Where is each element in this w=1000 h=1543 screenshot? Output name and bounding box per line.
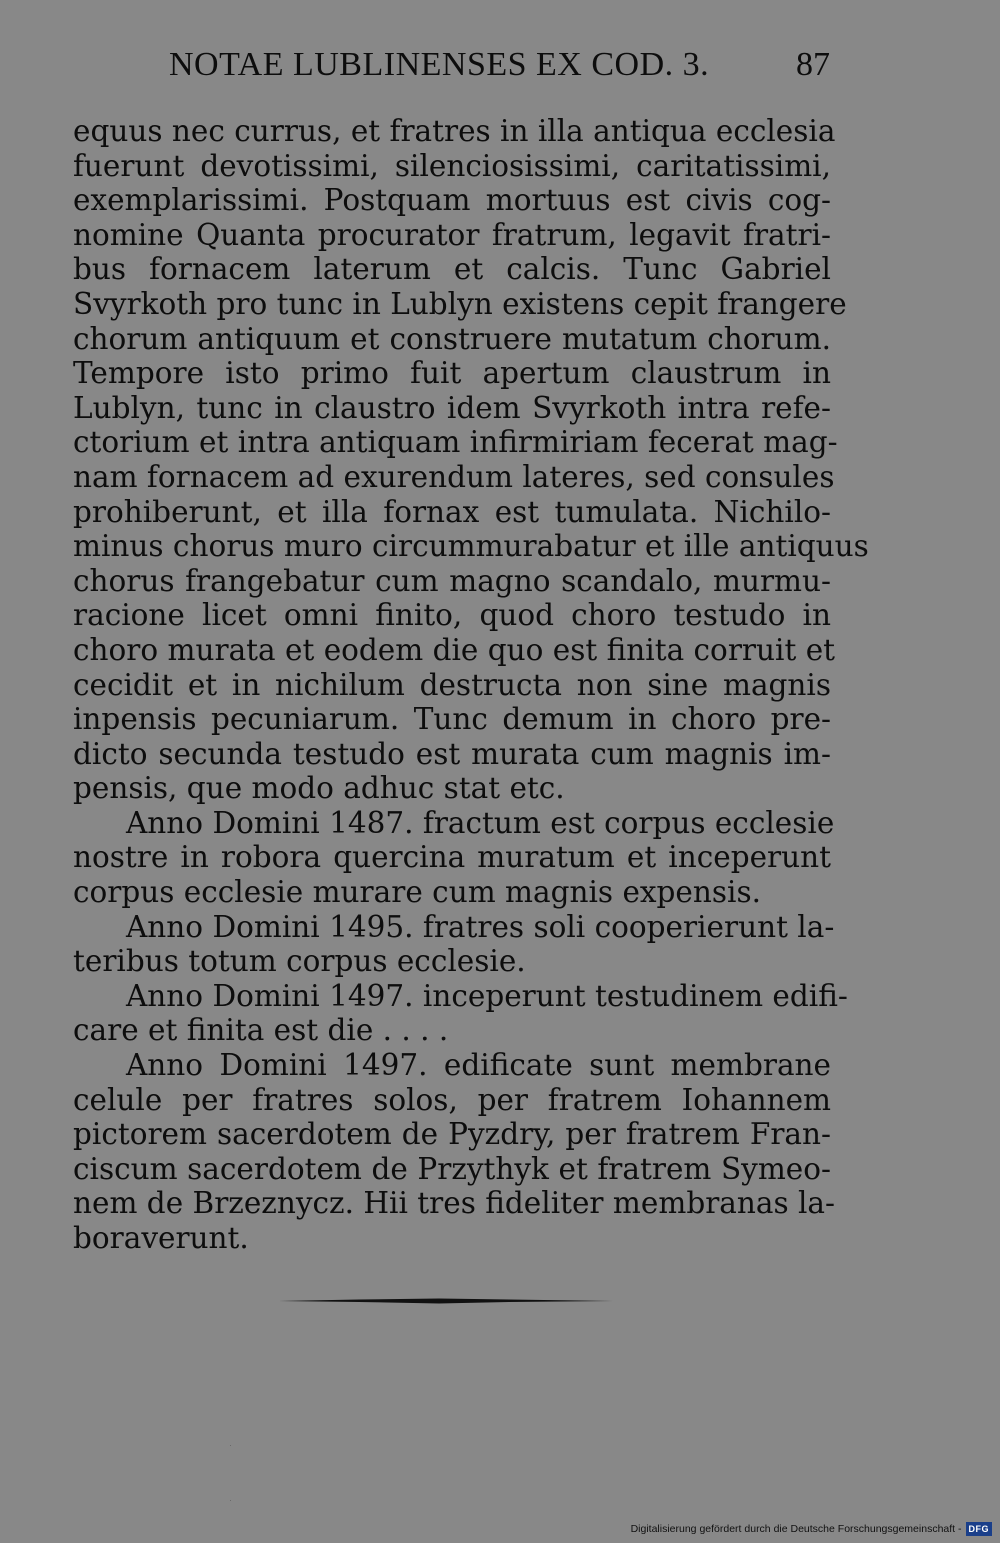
text-line: pensis, que modo adhuc stat etc. xyxy=(73,771,565,806)
scan-speck xyxy=(230,1445,231,1446)
text-line: prohiberunt, et illa fornax est tumulata. Nichilo- xyxy=(73,494,831,529)
running-title: NOTAE LUBLINENSES EX COD. 3. xyxy=(169,46,710,83)
page-number: 87 xyxy=(796,46,830,83)
scan-speck xyxy=(230,1500,231,1501)
text-line: minus chorus muro circummurabatur et ille antiquus xyxy=(73,529,869,564)
text-line: celule per fratres solos, per fratrem Iohannem xyxy=(73,1082,831,1117)
text-line: Anno Domini 1495. fratres soli cooperierunt la- xyxy=(126,909,835,944)
text-line: corpus ecclesie murare cum magnis expensis. xyxy=(73,875,761,910)
credit-text: Digitalisierung gefördert durch die Deutsche Forschungsgemeinschaft - xyxy=(630,1523,962,1535)
text-line: Tempore isto primo fuit apertum claustrum in xyxy=(73,356,831,391)
text-line: nem de Brzeznycz. Hii tres fideliter membranas la- xyxy=(73,1186,835,1221)
text-line: choro murata et eodem die quo est finita corruit et xyxy=(73,632,836,667)
text-line: nostre in robora quercina muratum et inceperunt xyxy=(73,840,831,875)
page-header xyxy=(72,44,830,86)
text-line: nam fornacem ad exurendum lateres, sed consules xyxy=(73,459,835,494)
text-line: ctorium et intra antiquam infirmiriam fecerat mag- xyxy=(73,425,838,460)
text-line: inpensis pecuniarum. Tunc demum in choro pre- xyxy=(73,702,831,737)
digitization-credit xyxy=(631,1521,992,1537)
text-line: boraverunt. xyxy=(73,1221,249,1255)
text-line: exemplarissimi. Postquam mortuus est civis cog- xyxy=(73,183,831,218)
text-line: fuerunt devotissimi, silenciosissimi, caritatissimi, xyxy=(73,148,831,183)
dfg-logo: DFG xyxy=(966,1522,993,1536)
text-line: Lublyn, tunc in claustro idem Svyrkoth intra refe- xyxy=(73,390,831,425)
text-line: pictorem sacerdotem de Pyzdry, per fratrem Fran- xyxy=(73,1117,831,1152)
text-line: teribus totum corpus ecclesie. xyxy=(73,944,526,979)
text-line: Anno Domini 1497. edificate sunt membrane xyxy=(126,1048,831,1083)
text-line: ciscum sacerdotem de Przythyk et fratrem Symeo- xyxy=(73,1151,831,1186)
text-line: nomine Quanta procurator fratrum, legavit fratri- xyxy=(73,217,831,252)
text-line: chorus frangebatur cum magno scandalo, murmu- xyxy=(73,563,831,598)
text-line: Anno Domini 1497. inceperunt testudinem edifi- xyxy=(126,978,848,1013)
text-line: cecidit et in nichilum destructa non sine magnis xyxy=(73,667,831,702)
text-line: bus fornacem laterum et calcis. Tunc Gabriel xyxy=(73,252,831,287)
text-line: chorum antiquum et construere mutatum chorum. xyxy=(73,321,831,356)
text-line: equus nec currus, et fratres in illa antiqua ecclesia xyxy=(73,114,836,148)
body-text xyxy=(73,114,869,1256)
text-line: Svyrkoth pro tunc in Lublyn existens cepit frangere xyxy=(73,286,847,321)
text-line: racione licet omni finito, quod choro testudo in xyxy=(73,598,831,633)
section-end-rule xyxy=(279,1298,613,1304)
text-line: Anno Domini 1487. fractum est corpus ecclesie xyxy=(126,805,835,840)
text-line: care et finita est die . . . . xyxy=(73,1013,449,1048)
text-line: dicto secunda testudo est murata cum magnis im- xyxy=(73,736,831,771)
